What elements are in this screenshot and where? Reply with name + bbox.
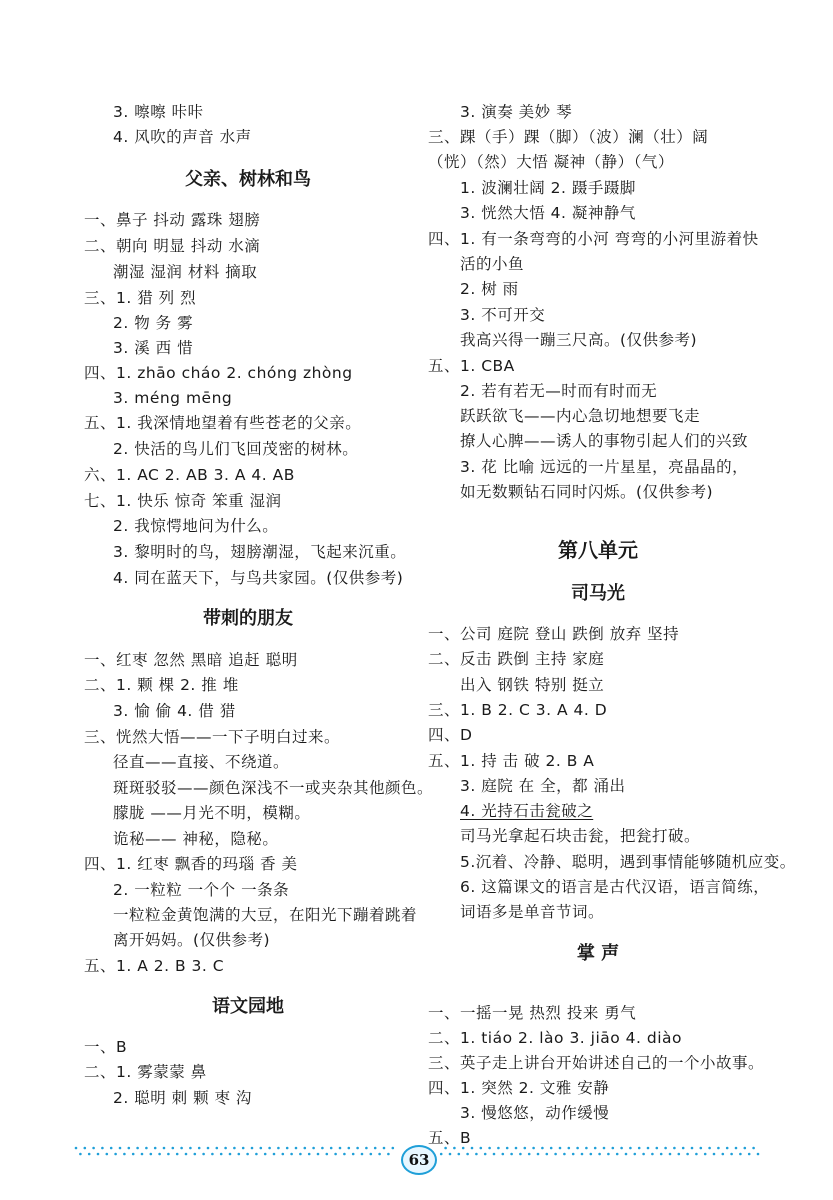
footer-dot <box>585 1147 588 1150</box>
footer-dot <box>97 1153 100 1156</box>
answer-line: 撩人心脾——诱人的事物引起人们的兴致 <box>460 432 749 450</box>
footer-dot <box>141 1153 144 1156</box>
footer-dot <box>458 1153 461 1156</box>
answer-line: 一、一摇一晃 热烈 投来 勇气 <box>428 1004 637 1022</box>
answer-line: 3. 演奏 美妙 琴 <box>460 103 573 121</box>
footer-dot <box>194 1153 197 1156</box>
footer-dot <box>748 1153 751 1156</box>
footer-dot <box>656 1147 659 1150</box>
answer-line: 3. 慢悠悠，动作缓慢 <box>460 1104 610 1122</box>
answer-line: 2. 聪明 刺 颗 枣 沟 <box>113 1089 252 1107</box>
footer-dot <box>515 1147 518 1150</box>
section-heading-fuqin: 父亲、树林和鸟 <box>185 169 311 190</box>
answer-line: 五、1. 我深情地望着有些苍老的父亲。 <box>84 414 362 432</box>
footer-dot <box>207 1147 210 1150</box>
footer-dot <box>75 1147 78 1150</box>
footer-dot <box>255 1153 258 1156</box>
footer-dot <box>317 1153 320 1156</box>
footer-dot <box>321 1147 324 1150</box>
answer-line: 4. 风吹的声音 水声 <box>113 128 252 146</box>
footer-dot <box>101 1147 104 1150</box>
footer-dot <box>752 1147 755 1150</box>
footer-dot <box>598 1153 601 1156</box>
answer-line: 2. 快活的鸟儿们飞回茂密的树林。 <box>113 440 359 458</box>
footer-dot <box>568 1147 571 1150</box>
answer-line: 诡秘—— 神秘，隐秘。 <box>113 830 279 848</box>
footer-dot <box>114 1153 117 1156</box>
footer-dot <box>365 1147 368 1150</box>
answer-line: 3. 花 比喻 远远的一片星星，亮晶晶的， <box>460 458 749 476</box>
footer-dot <box>88 1153 91 1156</box>
footer-dot <box>295 1147 298 1150</box>
footer-dot <box>308 1153 311 1156</box>
footer-dot <box>211 1153 214 1156</box>
footer-dot <box>154 1147 157 1150</box>
answer-line: 一、鼻子 抖动 露珠 翅膀 <box>84 211 261 229</box>
footer-dot <box>150 1153 153 1156</box>
footer-dot <box>691 1147 694 1150</box>
footer-dot <box>224 1147 227 1150</box>
footer-dot <box>603 1147 606 1150</box>
footer-dot <box>216 1147 219 1150</box>
footer-dot <box>282 1153 285 1156</box>
footer-dot <box>475 1153 478 1156</box>
answer-line: 1. 波澜壮阔 2. 蹑手蹑脚 <box>460 179 636 197</box>
footer-dot <box>180 1147 183 1150</box>
footer-dot <box>528 1153 531 1156</box>
footer-dot <box>198 1147 201 1150</box>
footer-dot <box>361 1153 364 1156</box>
answer-line: 二、1. tiáo 2. lào 3. jiāo 4. diào <box>428 1029 683 1047</box>
footer-dot <box>312 1147 315 1150</box>
footer-dot <box>106 1153 109 1156</box>
footer-dot <box>176 1153 179 1156</box>
footer-dot <box>563 1153 566 1156</box>
answer-line: 3. 不可开交 <box>460 306 546 324</box>
page-number: 63 <box>401 1145 437 1175</box>
answer-line: 五、1. A 2. B 3. C <box>84 957 225 975</box>
footer-dot <box>559 1147 562 1150</box>
footer-dot <box>378 1153 381 1156</box>
footer-dot <box>682 1147 685 1150</box>
footer-dot <box>189 1147 192 1150</box>
footer-dot <box>132 1153 135 1156</box>
footer-dot <box>128 1147 131 1150</box>
footer-dot <box>484 1153 487 1156</box>
footer-dot <box>647 1147 650 1150</box>
answer-line: 五、1. 持 击 破 2. B A <box>428 752 595 770</box>
footer-dot <box>290 1153 293 1156</box>
footer-dot <box>678 1153 681 1156</box>
answer-line: 2. 若有若无—时而有时而无 <box>460 382 658 400</box>
footer-dot <box>339 1147 342 1150</box>
answer-line: 司马光拿起石块击瓮，把瓮打破。 <box>460 827 701 845</box>
footer-dot <box>744 1147 747 1150</box>
footer-dot <box>299 1153 302 1156</box>
footer-dot <box>620 1147 623 1150</box>
footer-dot <box>629 1147 632 1150</box>
footer-dot <box>251 1147 254 1150</box>
answer-line: 二、朝向 明显 抖动 水滴 <box>84 237 261 255</box>
footer-dot <box>726 1147 729 1150</box>
answer-line: 一、B <box>84 1038 128 1056</box>
footer-dot <box>233 1147 236 1150</box>
answer-line: 四、1. zhāo cháo 2. chóng zhòng <box>84 364 353 382</box>
answer-line: 3. 溪 西 惜 <box>113 339 194 357</box>
answer-line: 三、英子走上讲台开始讲述自己的一个小故事。 <box>428 1054 765 1072</box>
footer-dot <box>651 1153 654 1156</box>
footer-dot <box>532 1147 535 1150</box>
answer-line: 跃跃欲飞——内心急切地想要飞走 <box>460 407 701 425</box>
footer-dot <box>167 1153 170 1156</box>
footer-dot <box>449 1153 452 1156</box>
footer-dot <box>286 1147 289 1150</box>
footer-dot <box>554 1153 557 1156</box>
answer-line: 3. 庭院 在 全，都 涌出 <box>460 777 626 795</box>
footer-dot <box>673 1147 676 1150</box>
answer-line: 如无数颗钻石同时闪烁。(仅供参考) <box>460 483 714 501</box>
footer-dot <box>462 1147 465 1150</box>
footer-dot <box>466 1153 469 1156</box>
section-heading-zhangsheng: 掌 声 <box>576 943 620 964</box>
footer-dot <box>444 1147 447 1150</box>
answer-line: 斑斑驳驳——颜色深浅不一或夹杂其他颜色。 <box>113 779 434 797</box>
footer-dot <box>136 1147 139 1150</box>
footer-dot <box>612 1147 615 1150</box>
section-heading-simaguang: 司马光 <box>571 583 625 604</box>
footer-dot <box>220 1153 223 1156</box>
footer-dot <box>392 1147 395 1150</box>
answer-line: 三、踝（手）踝（脚）（波）澜（壮）阔 <box>428 128 709 146</box>
answer-line: 我高兴得一蹦三尺高。(仅供参考) <box>460 331 698 349</box>
footer-dot <box>576 1147 579 1150</box>
footer-dot <box>695 1153 698 1156</box>
answer-line: 一、公司 庭院 登山 跌倒 放弃 坚持 <box>428 625 680 643</box>
answer-line: 出入 钢铁 特别 挺立 <box>460 676 605 694</box>
answer-line: 3. 恍然大悟 4. 凝神静气 <box>460 204 636 222</box>
answer-line: 四、1. 有一条弯弯的小河 弯弯的小河里游着快 <box>428 230 759 248</box>
footer-dot <box>163 1147 166 1150</box>
footer-dot <box>664 1147 667 1150</box>
answer-line: 潮湿 湿润 材料 摘取 <box>113 263 258 281</box>
footer-dot <box>343 1153 346 1156</box>
footer-dot <box>488 1147 491 1150</box>
footer-dot <box>471 1147 474 1150</box>
footer-dot <box>717 1147 720 1150</box>
footer-dot <box>79 1153 82 1156</box>
answer-line: 2. 物 务 雾 <box>113 314 194 332</box>
answer-line: 2. 我惊愕地问为什么。 <box>113 517 279 535</box>
footer-dot <box>387 1153 390 1156</box>
footer-dot <box>145 1147 148 1150</box>
footer-dot <box>242 1147 245 1150</box>
footer-dot <box>480 1147 483 1150</box>
answer-line-underlined: 4. 光持石击瓮破之 <box>460 802 594 820</box>
footer-dot <box>519 1153 522 1156</box>
footer-dot <box>642 1153 645 1156</box>
answer-line: 五、B <box>428 1129 472 1147</box>
footer-dot <box>158 1153 161 1156</box>
footer-dot <box>704 1153 707 1156</box>
answer-line: 一粒粒金黄饱满的大豆，在阳光下蹦着跳着 <box>113 906 418 924</box>
answer-line: 6. 这篇课文的语言是古代汉语，语言简练， <box>460 878 770 896</box>
footer-dot <box>634 1153 637 1156</box>
footer-dot <box>510 1153 513 1156</box>
footer-dot <box>541 1147 544 1150</box>
answer-line: 一、红枣 忽然 黑暗 追赶 聪明 <box>84 651 298 669</box>
footer-dot <box>92 1147 95 1150</box>
answer-line: 五、1. CBA <box>428 357 515 375</box>
footer-dot <box>440 1153 443 1156</box>
footer-dot <box>590 1153 593 1156</box>
footer-dot <box>537 1153 540 1156</box>
footer-dot <box>713 1153 716 1156</box>
footer-dot <box>123 1153 126 1156</box>
answer-line: 四、1. 红枣 飘香的玛瑙 香 美 <box>84 855 298 873</box>
answer-line: 四、1. 突然 2. 文雅 安静 <box>428 1079 610 1097</box>
footer-dot <box>119 1147 122 1150</box>
footer-dot <box>581 1153 584 1156</box>
answer-line: 2. 一粒粒 一个个 一条条 <box>113 881 290 899</box>
footer-dot <box>700 1147 703 1150</box>
answer-line: 4. 同在蓝天下，与鸟共家园。(仅供参考) <box>113 569 404 587</box>
footer-dot <box>229 1153 232 1156</box>
footer-dot <box>502 1153 505 1156</box>
section-heading-daici: 带刺的朋友 <box>203 608 293 629</box>
footer-dot <box>739 1153 742 1156</box>
footer-dot <box>497 1147 500 1150</box>
answer-line: 二、1. 雾蒙蒙 鼻 <box>84 1063 207 1081</box>
footer-dot <box>506 1147 509 1150</box>
footer-dot <box>660 1153 663 1156</box>
footer-dot <box>110 1147 113 1150</box>
answer-line: 3. 嚓嚓 咔咔 <box>113 103 204 121</box>
answer-line: 径直——直接、不绕道。 <box>113 753 290 771</box>
answer-line: 六、1. AC 2. AB 3. A 4. AB <box>84 466 295 484</box>
footer-dot <box>334 1153 337 1156</box>
answer-line: 活的小鱼 <box>460 255 525 273</box>
footer-dot <box>572 1153 575 1156</box>
answer-line: （恍）（然）大悟 凝神（静）（气） <box>428 153 674 171</box>
answer-line: 2. 树 雨 <box>460 280 519 298</box>
footer-dot <box>757 1153 760 1156</box>
footer-dot <box>304 1147 307 1150</box>
answer-line: 3. méng mēng <box>113 389 233 407</box>
footer-dot <box>722 1153 725 1156</box>
footer-dot <box>238 1153 241 1156</box>
footer-dot <box>326 1153 329 1156</box>
footer-dot <box>638 1147 641 1150</box>
answer-line: 5.沉着、冷静、聪明，遇到事情能够随机应变。 <box>460 853 796 871</box>
footer-dot <box>330 1147 333 1150</box>
answer-line: 二、反击 跌倒 主持 家庭 <box>428 650 605 668</box>
footer-dot <box>669 1153 672 1156</box>
footer-dot <box>524 1147 527 1150</box>
answer-line: 七、1. 快乐 惊奇 笨重 湿润 <box>84 492 282 510</box>
footer-dot <box>370 1153 373 1156</box>
footer-dot <box>594 1147 597 1150</box>
answer-line: 词语多是单音节词。 <box>460 903 605 921</box>
section-heading-yuwen: 语文园地 <box>212 996 284 1017</box>
footer-dot <box>708 1147 711 1150</box>
footer-dot <box>546 1153 549 1156</box>
answer-line: 四、D <box>428 726 473 744</box>
answer-line: 三、恍然大悟——一下子明白过来。 <box>84 728 341 746</box>
footer-dot <box>730 1153 733 1156</box>
footer-dot <box>453 1147 456 1150</box>
footer-dot <box>356 1147 359 1150</box>
footer-dot <box>202 1153 205 1156</box>
footer-dot <box>260 1147 263 1150</box>
footer-dot <box>550 1147 553 1150</box>
answer-line: 3. 愉 偷 4. 借 猎 <box>113 702 236 720</box>
answer-line: 三、1. B 2. C 3. A 4. D <box>428 701 608 719</box>
footer-dot <box>383 1147 386 1150</box>
footer-dot <box>616 1153 619 1156</box>
footer-dot <box>493 1153 496 1156</box>
answer-line: 三、1. 猎 列 烈 <box>84 289 197 307</box>
footer-dot <box>348 1147 351 1150</box>
footer-dot <box>273 1153 276 1156</box>
unit-heading: 第八单元 <box>558 538 638 562</box>
footer-dot <box>735 1147 738 1150</box>
footer-dot <box>268 1147 271 1150</box>
footer-dot <box>172 1147 175 1150</box>
footer-dot <box>607 1153 610 1156</box>
footer-dot <box>246 1153 249 1156</box>
answer-line: 二、1. 颗 棵 2. 推 堆 <box>84 676 239 694</box>
footer-dot <box>264 1153 267 1156</box>
answer-line: 离开妈妈。(仅供参考) <box>113 931 271 949</box>
footer-dot <box>84 1147 87 1150</box>
answer-line: 朦胧 ——月光不明，模糊。 <box>113 804 311 822</box>
footer-dot <box>185 1153 188 1156</box>
answer-line: 3. 黎明时的鸟，翅膀潮湿，飞起来沉重。 <box>113 543 407 561</box>
footer-dot <box>352 1153 355 1156</box>
footer-dot <box>277 1147 280 1150</box>
footer-dot <box>686 1153 689 1156</box>
footer-dot <box>625 1153 628 1156</box>
footer-dot <box>374 1147 377 1150</box>
